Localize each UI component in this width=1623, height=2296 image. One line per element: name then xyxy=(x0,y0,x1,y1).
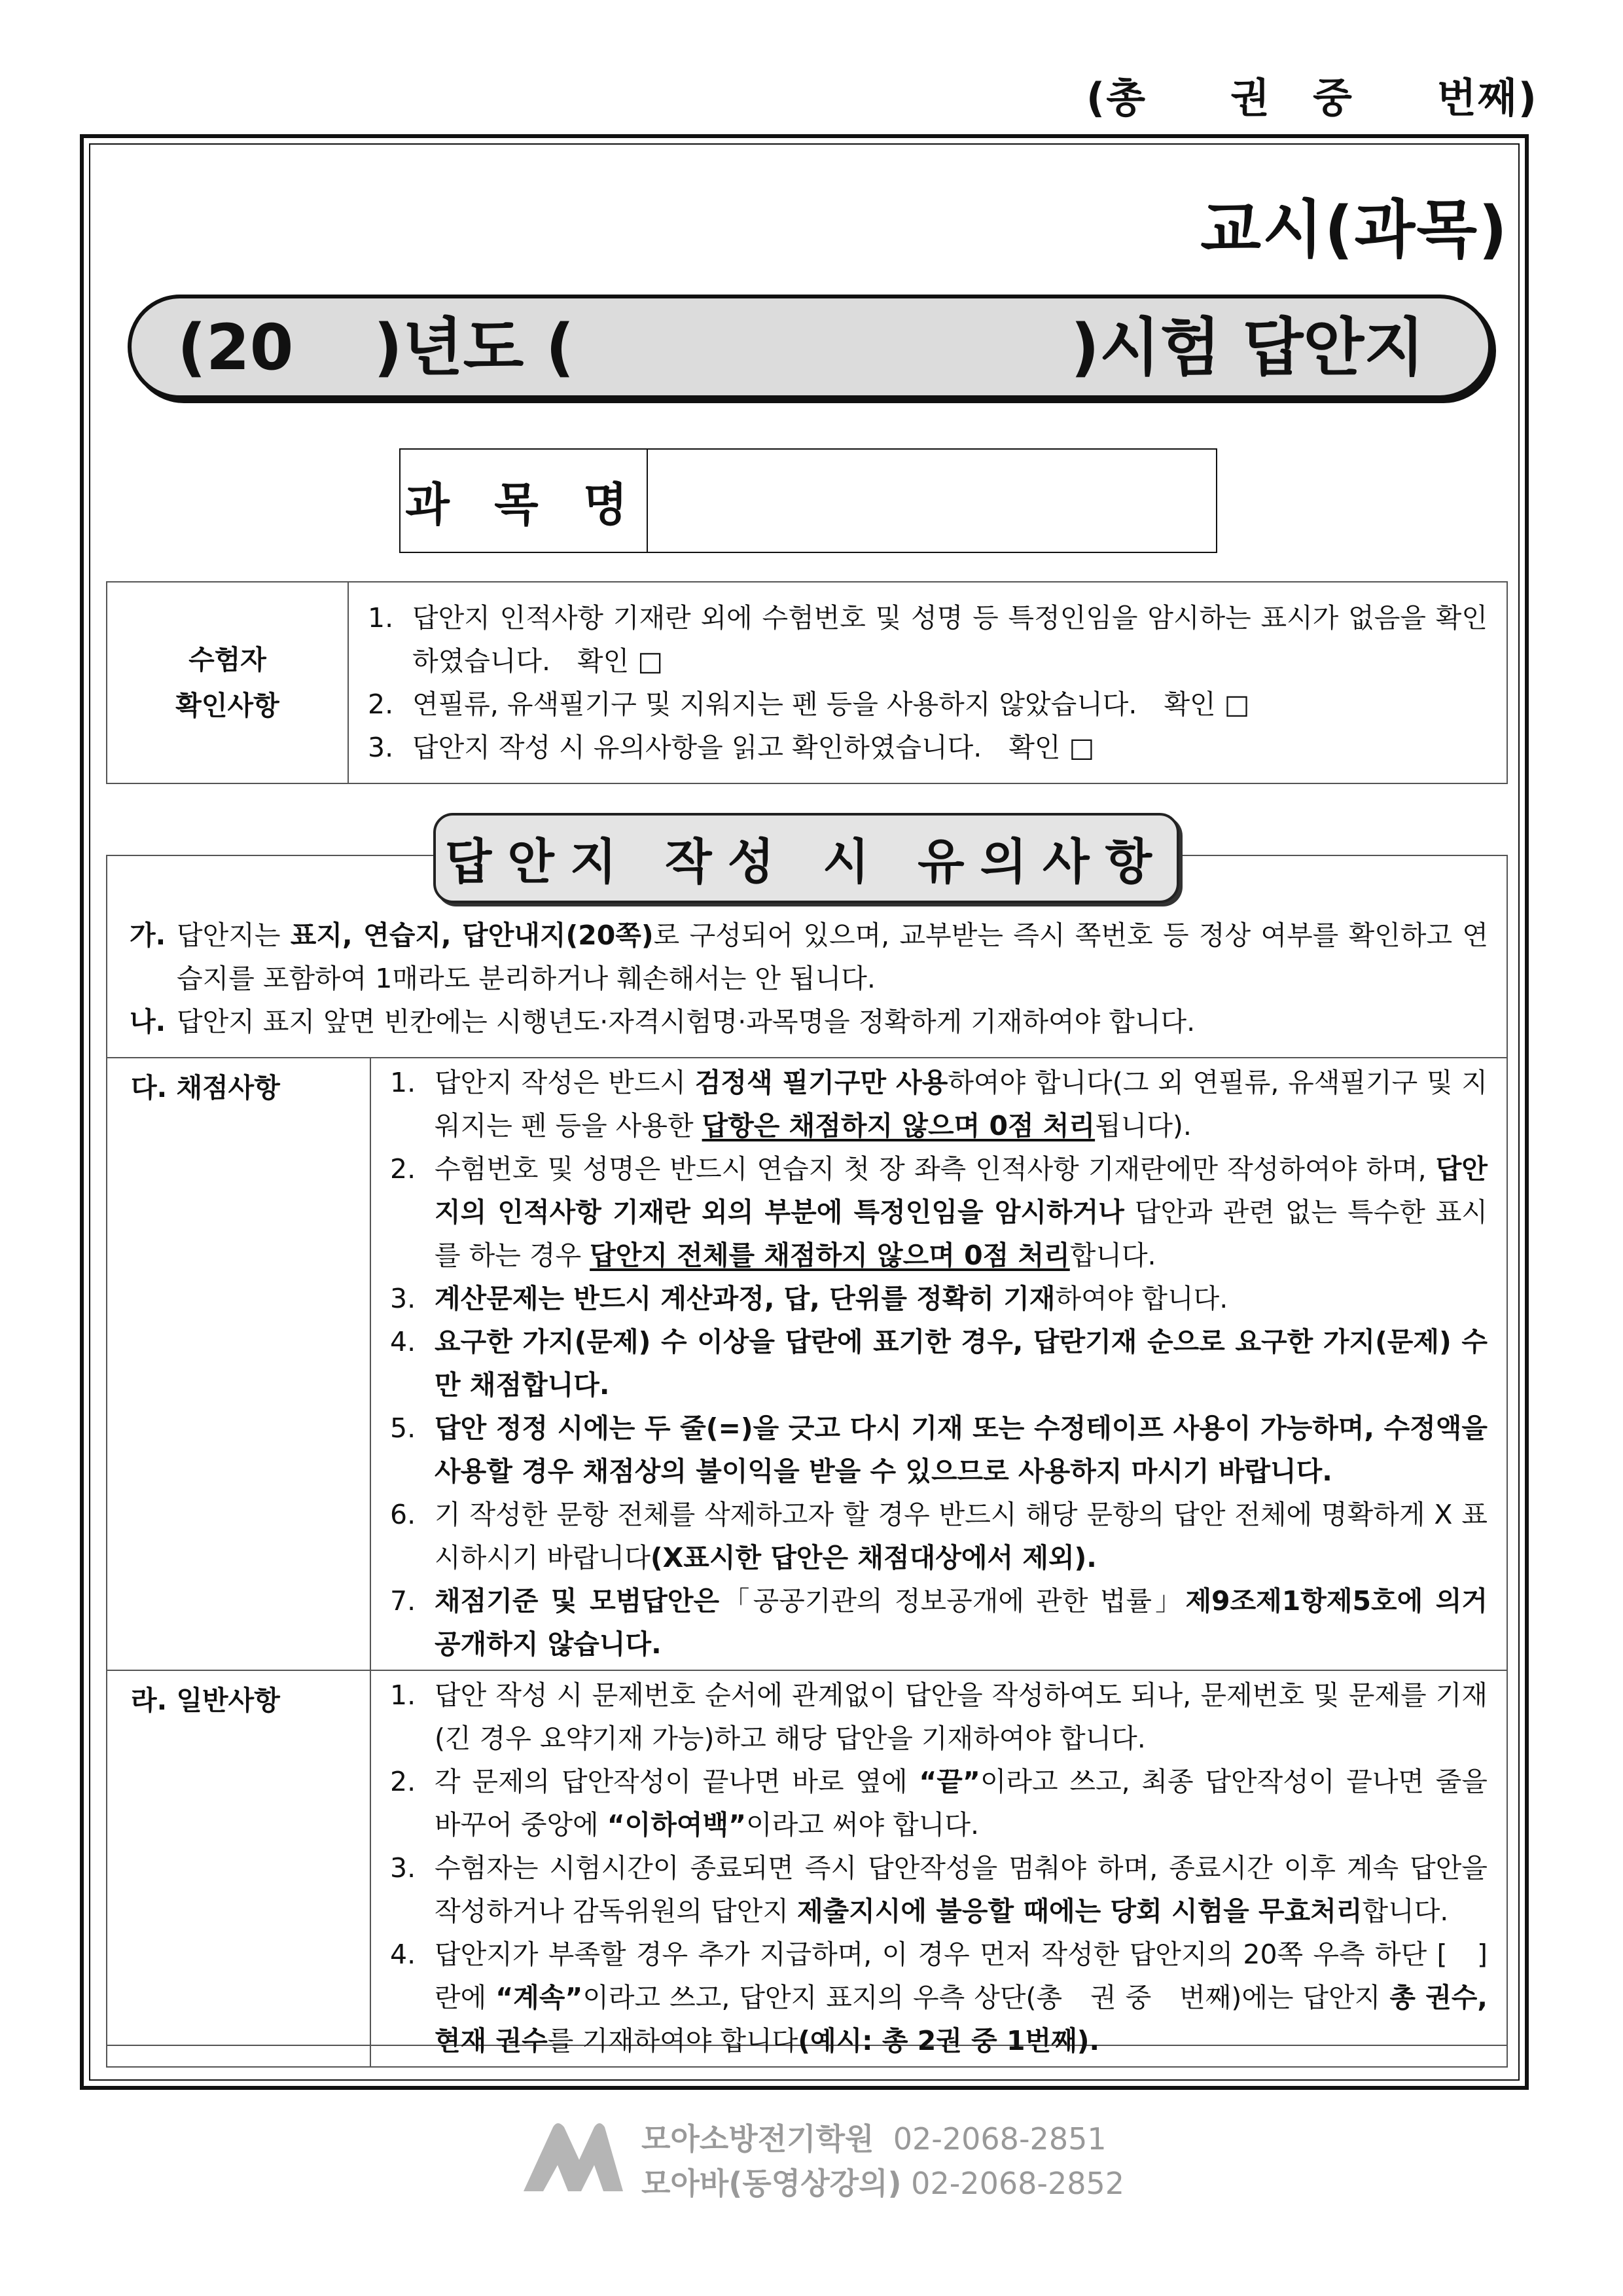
scoring-item: 5. 답안 정정 시에는 두 줄(=)을 긋고 다시 기재 또는 수정테이프 사용이 가능하며, 수정액을 사용할 경우 채점상의 불이익을 받을 수 있으므로 사용하지 마시기 바랍니다. xyxy=(390,1412,1488,1487)
scoring-label: 다. 채점사항 xyxy=(107,1058,370,1670)
confirmation-label xyxy=(107,582,348,783)
banner-exam-title: )시험 답안지 xyxy=(1071,311,1425,384)
confirmation-label-line1: 수험자 xyxy=(188,644,266,675)
general-rule-item: 1. 답안 작성 시 문제번호 순서에 관계없이 답안을 작성하여도 되나, 문제번호 및 문제를 기재(긴 경우 요약기재 가능)하고 해당 답안을 기재하여야 합니다. xyxy=(390,1679,1488,1754)
subject-label: 과 목 명 xyxy=(401,450,648,552)
general-rule-item: 3. 수험자는 시험시간이 종료되면 즉시 답안작성을 멈춰야 하며, 종료시간 이후 계속 답안을 작성하거나 감독위원의 답안지 제출지시에 불응할 때에는 당회 시험을 무효처리합니다. xyxy=(390,1852,1488,1927)
footer-line1: 모아소방전기학원 02-2068-2851 xyxy=(641,2121,1107,2157)
scoring-item: 6. 기 작성한 문항 전체를 삭제하고자 할 경우 반드시 해당 문항의 답안 전체에 명확하게 X 표시하시기 바랍니다(X표시한 답안은 채점대상에서 제외). xyxy=(390,1499,1488,1573)
subject-box xyxy=(399,448,1217,553)
note-text: 답안지는 표지, 연습지, 답안내지(20쪽)로 구성되어 있으며, 교부받는 즉시 쪽번호 등 정상 여부를 확인하고 연습지를 포함하여 1매라도 분리하거나 훼손해서는 안 됩니다. xyxy=(177,920,1488,994)
exam-title-banner xyxy=(128,295,1492,399)
general-rules-label: 라. 일반사항 xyxy=(107,1670,370,2067)
confirmation-item xyxy=(349,726,1506,769)
period-title: 교시(과목) xyxy=(1200,193,1508,266)
note-text: 답안지 표지 앞면 빈칸에는 시행년도·자격시험명·과목명을 정확하게 기재하여야 합니다. xyxy=(177,1006,1196,1037)
item-number: 1. xyxy=(368,602,394,634)
moa-logo-icon xyxy=(517,2119,628,2198)
footer-line2: 모아바(동영상강의) 02-2068-2852 xyxy=(641,2166,1125,2201)
confirmation-item-text[interactable]: 연필류, 유색필기구 및 지워지는 펜 등을 사용하지 않았습니다. 확인 □ xyxy=(412,689,1250,720)
note-ga xyxy=(106,914,1508,1000)
volume-note: (총 권 중 번째) xyxy=(1086,74,1538,122)
banner-year-open: (20 xyxy=(177,311,294,384)
confirmation-item-text[interactable]: 답안지 인적사항 기재란 외에 수험번호 및 성명 등 특정인임을 암시하는 표시가 없음을 확인하였습니다. 확인 □ xyxy=(412,602,1488,677)
scoring-item: 2. 수험번호 및 성명은 반드시 연습지 첫 장 좌측 인적사항 기재란에만 작성하여야 하며, 답안지의 인적사항 기재란 외의 부분에 특정인임을 암시하거나 답안과 관련 없는 특수한 표시를 하는 경우 답안지 전체를 채점하지 않으며 0점 처리합니다. xyxy=(390,1153,1488,1271)
general-rules-row xyxy=(107,1670,1507,2067)
notes-title: 답안지 작성 시 유의사항 xyxy=(433,813,1179,903)
note-key: 나. xyxy=(130,1006,166,1037)
confirmation-items xyxy=(348,582,1507,783)
general-rule-item: 4. 답안지가 부족할 경우 추가 지급하며, 이 경우 먼저 작성한 답안지의 20쪽 우측 하단 [ ] 란에 “계속”이라고 쓰고, 답안지 표지의 우측 상단(총 권 중 번째)에는 답안지 총 권수, 현재 권수를 기재하여야 합니다(예시: 총 2권 중 1번째). xyxy=(390,1939,1488,2056)
scoring-item: 7. 채점기준 및 모범답안은「공공기관의 정보공개에 관한 법률」제9조제1항제5호에 의거 공개하지 않습니다. xyxy=(390,1585,1488,1660)
item-number: 2. xyxy=(368,689,394,720)
scoring-item: 3. 계산문제는 반드시 계산과정, 답, 단위를 정확히 기재하여야 합니다. xyxy=(390,1283,1228,1314)
confirmation-item xyxy=(349,596,1506,683)
subject-value-field[interactable] xyxy=(649,450,1216,552)
scoring-row xyxy=(107,1058,1507,1670)
banner-year-close: )년도 ( xyxy=(374,311,575,384)
confirmation-label-line2: 확인사항 xyxy=(175,690,279,721)
general-rule-item: 2. 각 문제의 답안작성이 끝나면 바로 옆에 “끝”이라고 쓰고, 최종 답안작성이 끝나면 줄을 바꾸어 중앙에 “이하여백”이라고 써야 합니다. xyxy=(390,1766,1488,1840)
scoring-items xyxy=(370,1058,1507,1670)
confirmation-item xyxy=(349,683,1506,726)
confirmation-table xyxy=(106,581,1508,784)
note-na xyxy=(106,1000,1508,1043)
item-number: 3. xyxy=(368,732,394,763)
general-notes xyxy=(106,914,1508,1043)
scoring-item: 1. 답안지 작성은 반드시 검정색 필기구만 사용하여야 합니다(그 외 연필류, 유색필기구 및 지워지는 펜 등을 사용한 답항은 채점하지 않으며 0점 처리됩니다). xyxy=(390,1067,1488,1141)
rules-table xyxy=(106,1057,1508,2068)
scoring-item: 4. 요구한 가지(문제) 수 이상을 답란에 표기한 경우, 답란기재 순으로 요구한 가지(문제) 수만 채점합니다. xyxy=(390,1326,1488,1401)
note-key: 가. xyxy=(130,920,166,951)
general-rules-items xyxy=(370,1670,1507,2067)
confirmation-item-text[interactable]: 답안지 작성 시 유의사항을 읽고 확인하였습니다. 확인 □ xyxy=(412,732,1095,763)
